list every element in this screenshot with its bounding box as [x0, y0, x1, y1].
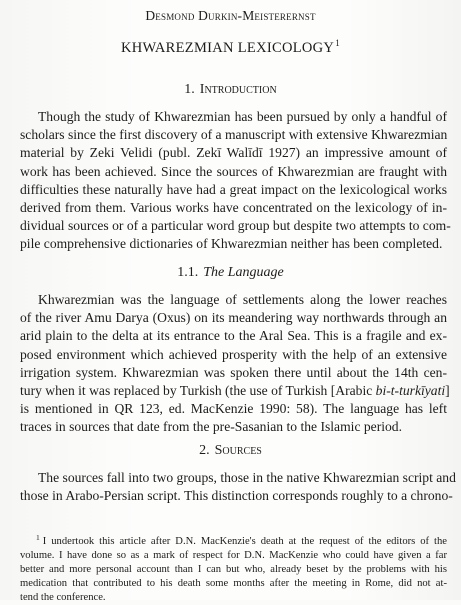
footnote-mark: 1	[36, 533, 40, 542]
text-run: tury when it was replaced by Turkish (the use of Turkish [Arabic	[20, 383, 376, 399]
section-heading-the-language	[0, 265, 461, 281]
section-number: 2.	[199, 443, 210, 458]
footnote-line	[20, 531, 447, 549]
text-line: those in Arabo-Persian script. This distinction corresponds roughly to a chrono-	[20, 488, 453, 504]
text-line: irrigation system. Khwarezmian was spoken there until about the 14th cen-	[20, 364, 447, 380]
text-line: material by Zeki Velidi (publ. Zekī Walīdī 1927) an impressive amount of	[20, 145, 447, 161]
text-line: is mentioned in QR 123, ed. MacKenzie 1990: 58). The language has left	[20, 401, 447, 417]
text-line: pile comprehensive dictionaries of Khwarezmian neither has been completed.	[20, 236, 443, 252]
text-run: ]	[445, 383, 450, 399]
sources-paragraph	[20, 469, 456, 505]
section-heading-sources	[0, 443, 461, 459]
text-line: dividual sources or of a particular word group but despite two attempts to com-	[20, 218, 451, 234]
author-name: Desmond Durkin-Meisterernst	[145, 8, 316, 23]
text-line: arid plain to the delta at its entrance to the Aral Sea. This is a fragile and ex-	[20, 328, 447, 344]
text-line: The sources fall into two groups, those in the native Khwarezmian script and	[38, 470, 456, 485]
footnote-text: I undertook this article after D.N. MacKenzie's death at the request of the editors of the	[42, 536, 447, 547]
text-line: Though the study of Khwarezmian has been pursued by only a handful of	[38, 109, 447, 124]
footnote-line: better and more personal account than I can but who, already beset by the problems with his	[20, 564, 447, 575]
italic-term: bi-t-turkīyati	[375, 383, 446, 399]
text-line: scholars since the first discovery of a manuscript with extensive Khwarezmian	[20, 127, 448, 143]
footnote-line: volume. I have done so as a mark of respect for D.N. MacKenzie who could have given a far	[20, 550, 447, 561]
language-paragraph	[20, 291, 450, 437]
text-line: derived from them. Various works have concentrated on the lexicology of in-	[20, 200, 447, 216]
text-line: of the river Amu Darya (Oxus) on its meandering way northwards through an	[20, 310, 447, 326]
article-title-text: KHWAREZMIAN LEXICOLOGY	[120, 40, 335, 56]
text-line: difficulties these naturally have had a great impact on the lexicological works	[20, 181, 447, 197]
introduction-paragraph	[20, 108, 451, 254]
footnote-line: tend the conference.	[20, 592, 106, 603]
text-line: Khwarezmian was the language of settlements along the lower reaches	[38, 292, 447, 307]
footnote-line: medication that contributed to his death some months after the meeting in Rome, did not at-	[20, 578, 447, 589]
section-heading-introduction	[0, 82, 461, 98]
section-title: The Language	[203, 265, 284, 280]
footnote	[20, 531, 447, 605]
article-title	[0, 38, 461, 57]
title-footnote-mark: 1	[335, 38, 340, 48]
text-line: traces in sources that date from the pre-Sasanian to the Islamic period.	[20, 419, 402, 435]
section-number: 1.	[184, 82, 195, 97]
text-line: work has been achieved. Since the sources of Khwarezmian are fraught with	[20, 163, 447, 179]
text-line: posed environment which achieved prosperity with the help of an extensive	[20, 346, 447, 362]
text-line-with-italic	[20, 382, 450, 400]
section-number: 1.1.	[177, 265, 199, 280]
section-title: Introduction	[199, 82, 277, 97]
section-title: Sources	[214, 443, 262, 458]
